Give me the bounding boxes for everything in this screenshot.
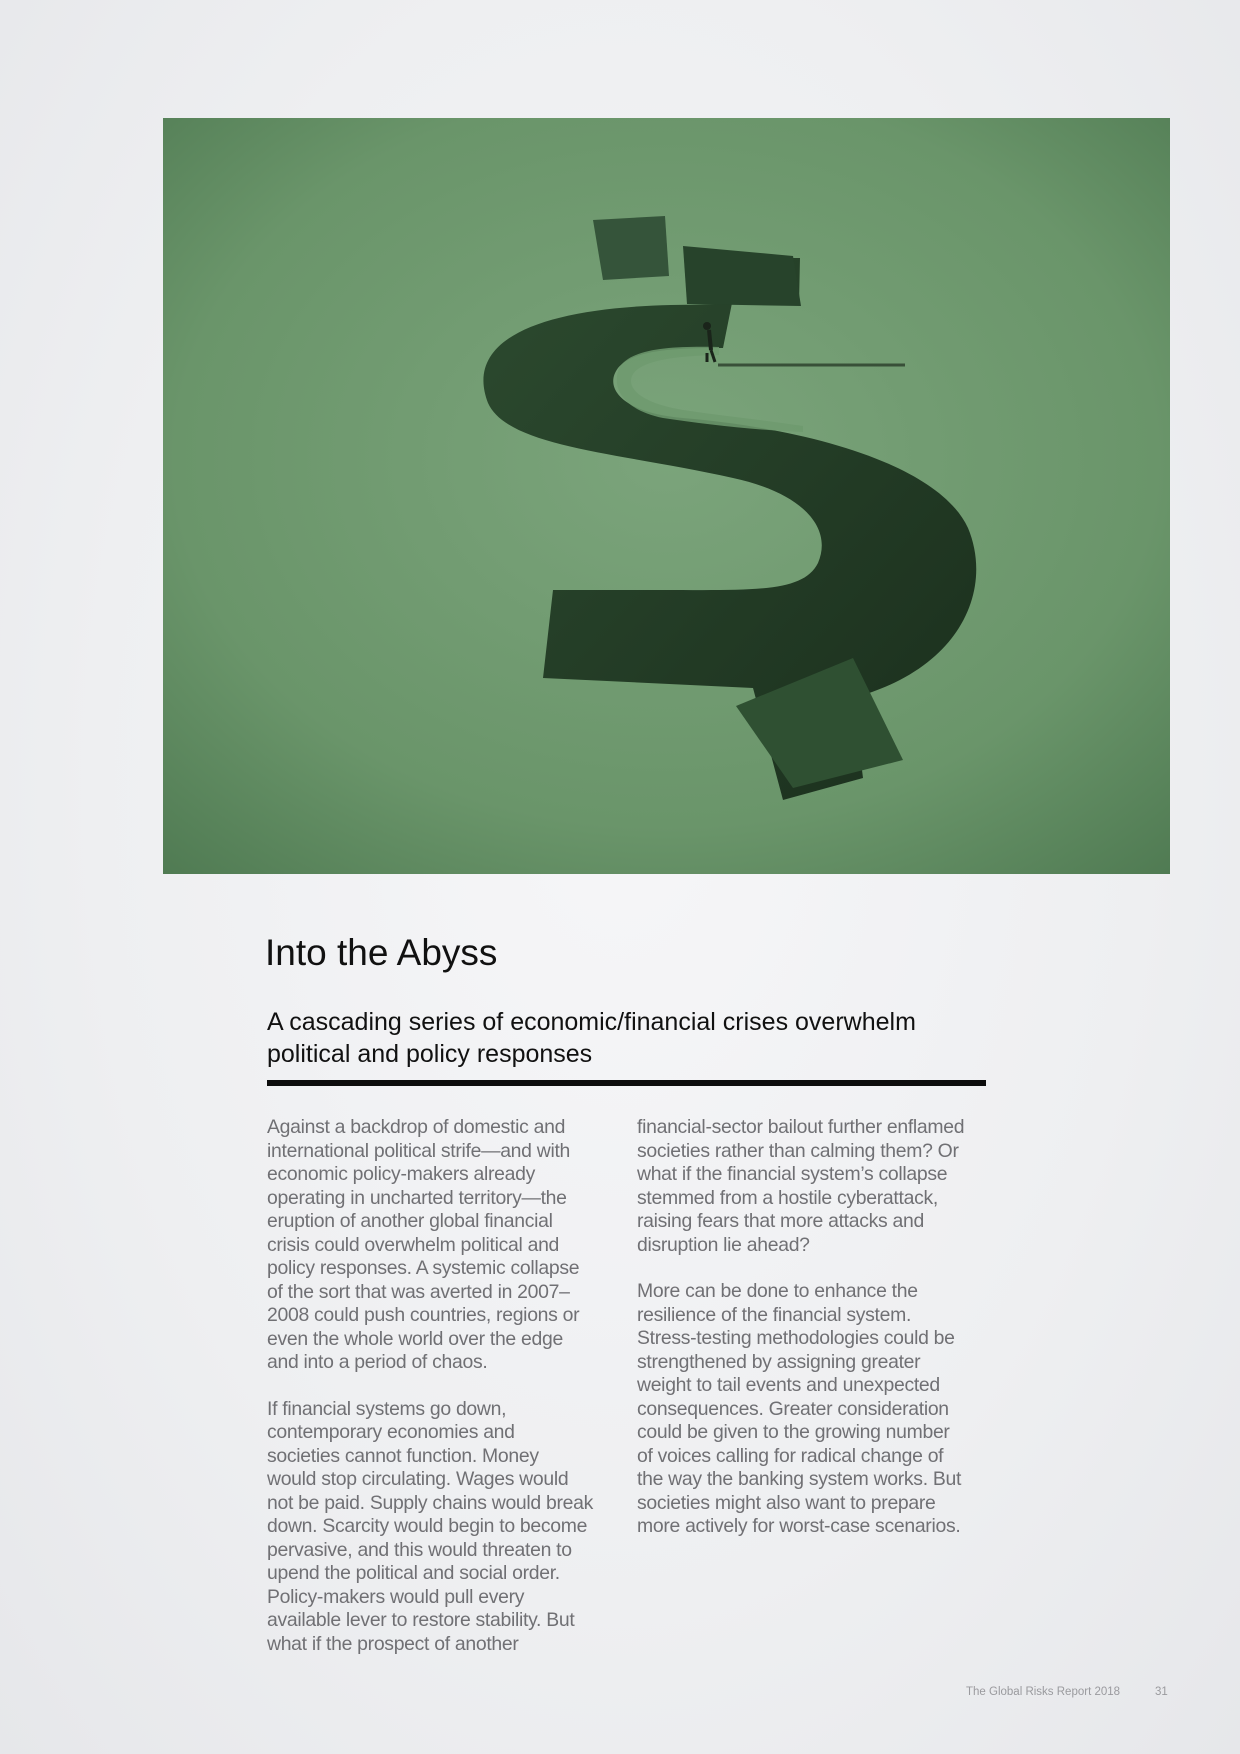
dollar-top-block bbox=[593, 216, 669, 280]
body-paragraph: More can be done to enhance the resilience of the financial system. Stress-testing methodologies could be strengthened by assigning greater weight to tail events and unexpected consequences. Greater consideration could be given to the growing number of voices calling for radical change of the way the banking system works. But societies might also want to prepare more actively for worst-case scenarios. bbox=[637, 1280, 962, 1537]
page-subtitle: A cascading series of economic/financial crises overwhelm political and policy responses bbox=[267, 1008, 916, 1068]
body-paragraph: Against a backdrop of domestic and international political strife—and with economic policy-makers already operating in uncharted territory—the eruption of another global financial crisis could overwhelm political and policy responses. A systemic collapse of the sort that was averted in 2007– 2008 could push countries, regions or even the whole world over the edge and into a period of chaos. bbox=[267, 1116, 580, 1373]
body-column-right bbox=[637, 1116, 989, 1562]
illustration-background bbox=[163, 118, 1170, 874]
body-column-left bbox=[267, 1116, 619, 1679]
section-rule bbox=[267, 1080, 986, 1086]
footer-page-number: 31 bbox=[1155, 1686, 1168, 1698]
body-paragraph: financial-sector bailout further enflamed societies rather than calming them? Or what if the financial system’s collapse stemmed from a hostile cyberattack, raising fears that more attacks and disruption lie ahead? bbox=[637, 1116, 965, 1256]
page-title: Into the Abyss bbox=[265, 932, 498, 973]
body-paragraph: If financial systems go down, contemporary economies and societies cannot function. Money would stop circulating. Wages would not be paid. Supply chains would break down. Scarcity would begin to become pervasive, and this would threaten to upend the political and social order. Policy-makers would pull every available lever to restore stability. But what if the prospect of another bbox=[267, 1397, 594, 1655]
dollar-abyss-illustration bbox=[163, 118, 1170, 874]
footer-report-title: The Global Risks Report 2018 bbox=[966, 1686, 1121, 1698]
